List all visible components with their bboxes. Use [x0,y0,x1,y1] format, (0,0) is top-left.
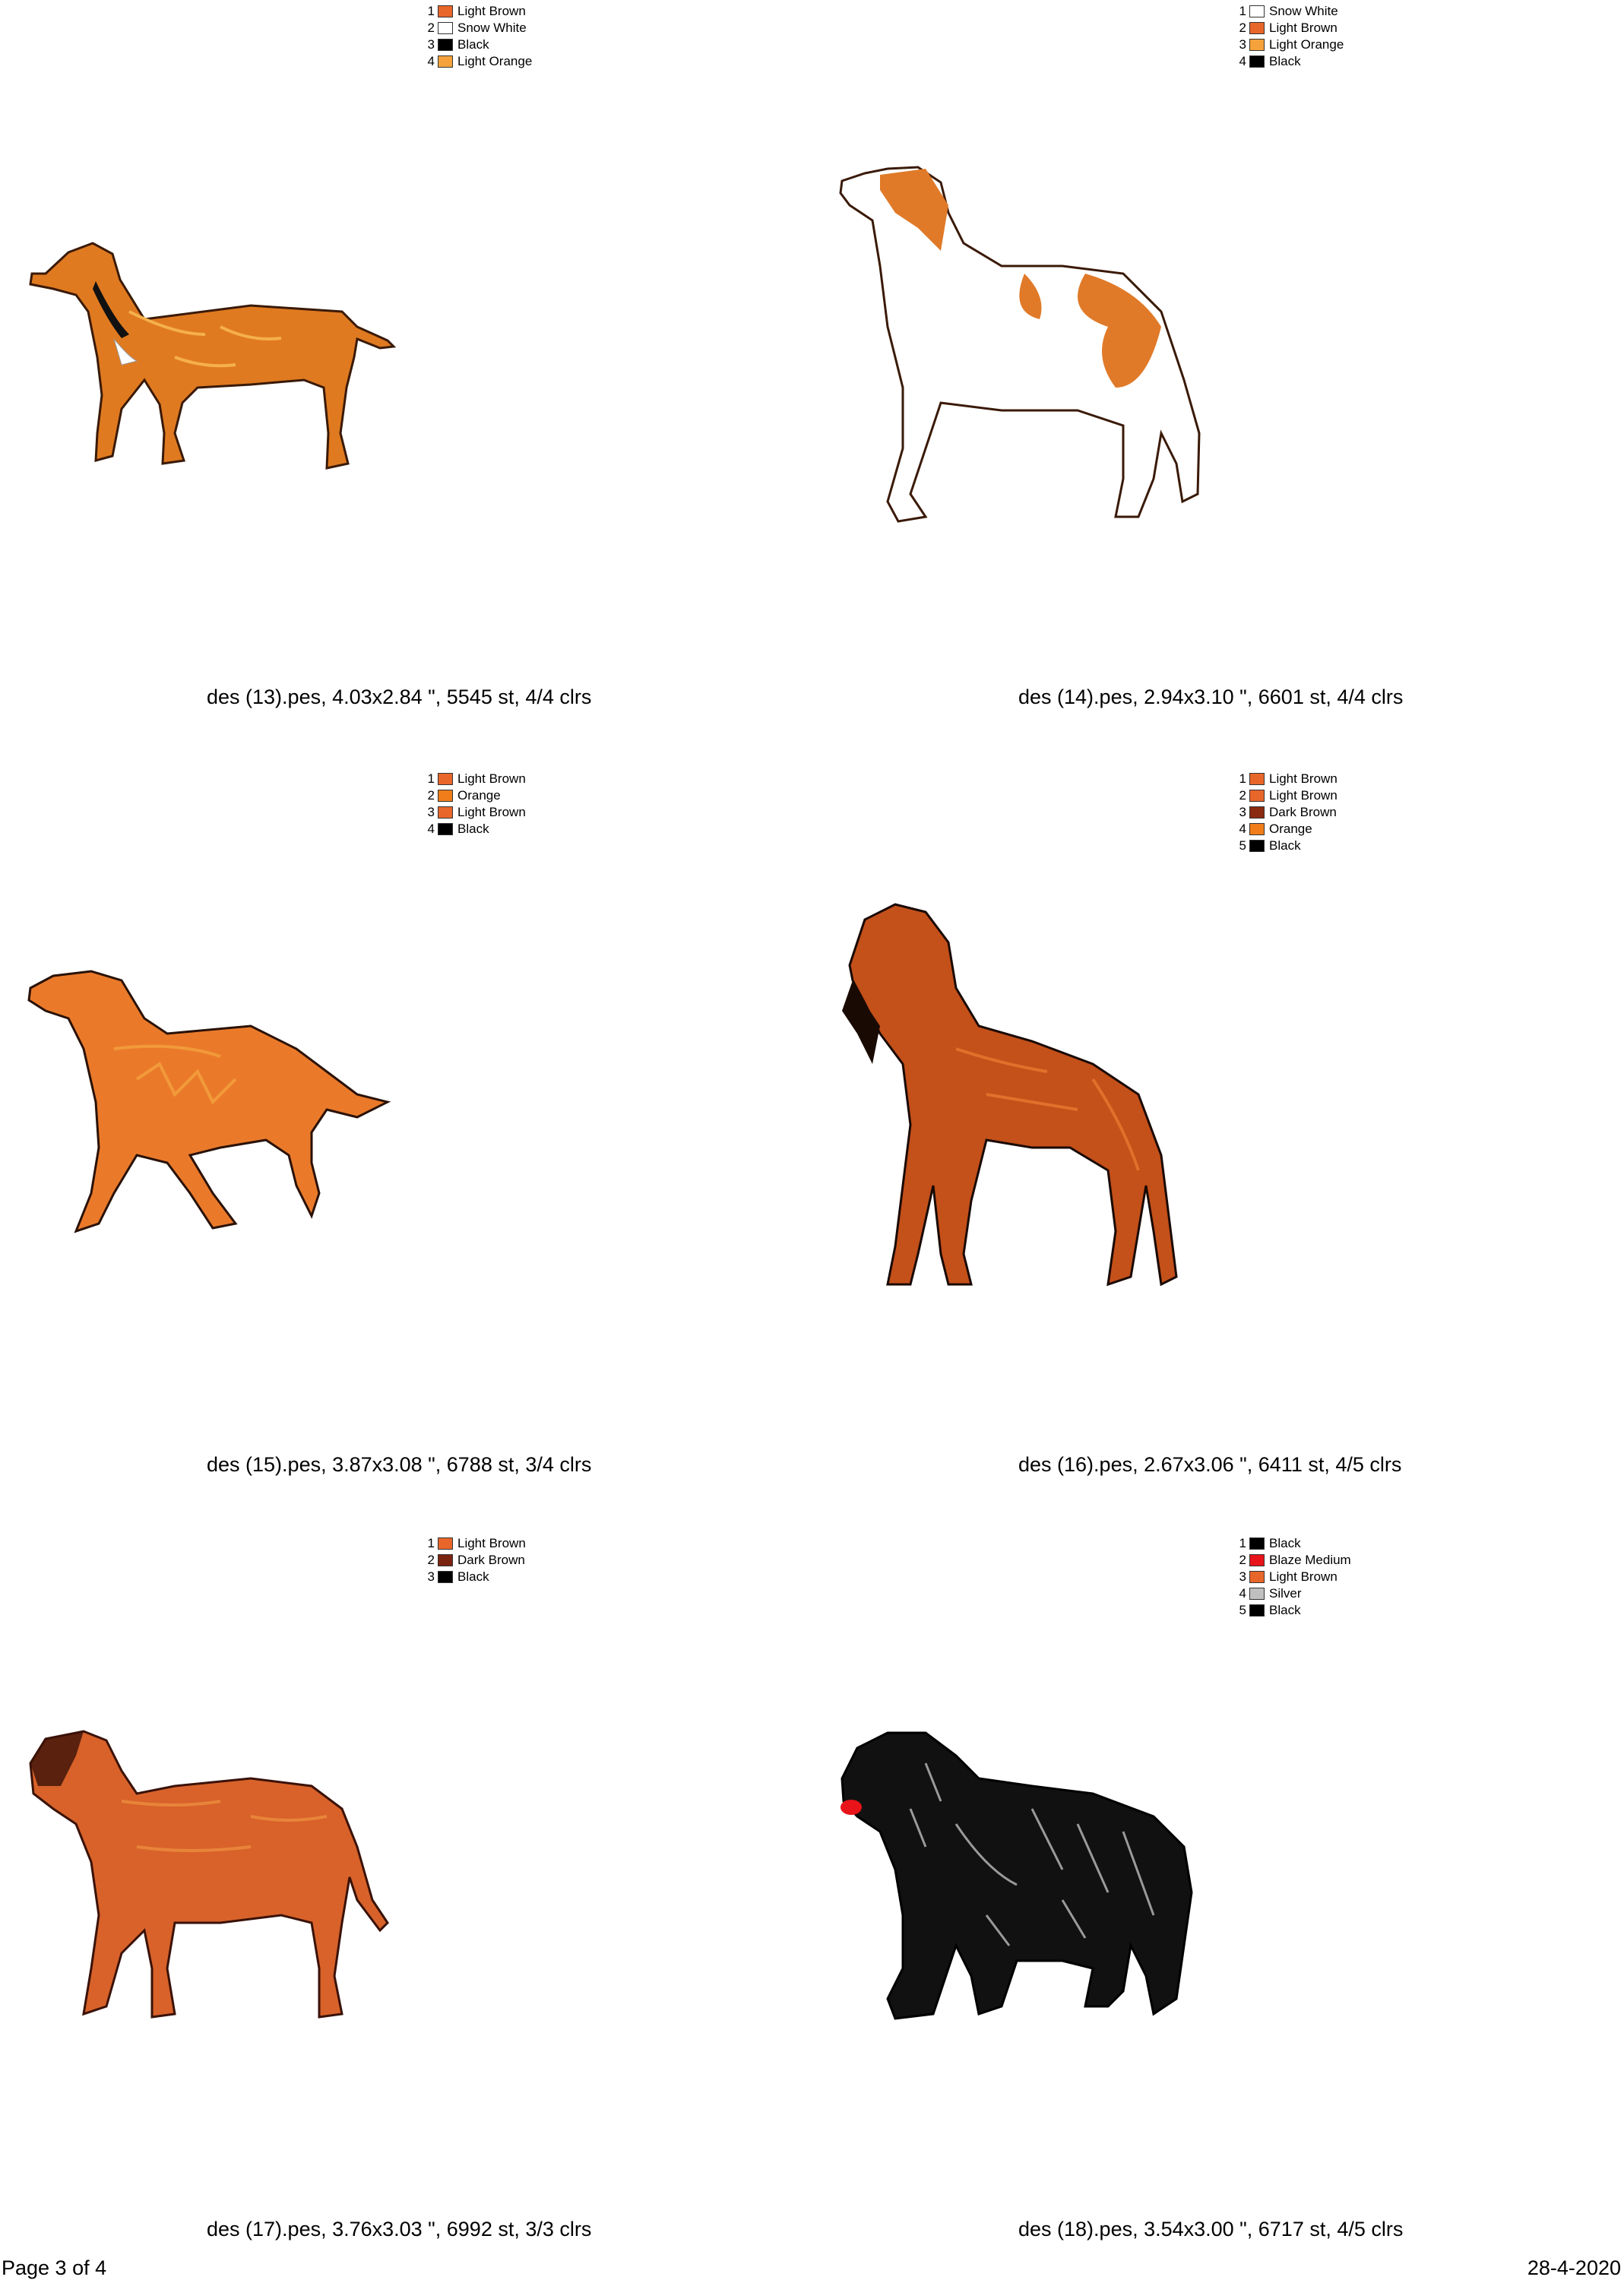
color-swatch [438,55,453,68]
legend-number: 4 [427,822,435,836]
dog-boxer-icon [23,205,403,479]
design-cell-15 [0,760,812,1520]
design-cell-18 [812,1520,1623,2280]
color-name: Blaze Medium [1269,1553,1351,1567]
legend-row [1236,53,1344,70]
legend-number: 1 [427,4,435,18]
color-swatch [438,22,453,34]
legend-row [1236,1585,1351,1602]
design-caption: des (14).pes, 2.94x3.10 ", 6601 st, 4/4 clrs [1018,686,1404,708]
color-swatch [1249,1537,1265,1550]
legend-row [424,20,532,36]
legend-number: 4 [1239,54,1246,68]
legend-row [1236,838,1338,854]
legend-row [1236,1535,1351,1552]
color-swatch [1249,773,1265,785]
legend-number: 3 [1239,805,1246,819]
legend-number: 1 [1239,1536,1246,1550]
color-swatch [438,1537,453,1550]
color-swatch [1249,840,1265,852]
design-cell-16 [812,760,1623,1520]
color-name: Dark Brown [457,1553,525,1567]
design-cell-14 [812,0,1623,760]
color-name: Light Brown [1269,1569,1338,1584]
legend-number: 3 [1239,1569,1246,1584]
color-swatch [438,806,453,819]
color-swatch [1249,823,1265,835]
dog-brittany-icon [834,160,1245,540]
design-caption: des (13).pes, 4.03x2.84 ", 5545 st, 4/4 clrs [207,686,592,708]
legend-row [1236,1602,1351,1619]
legend-number: 5 [1239,838,1246,853]
legend-row [424,771,526,787]
dog-mastiff-icon [23,1725,403,2029]
color-name: Black [1269,1536,1301,1550]
legend-row [424,787,526,804]
color-swatch [1249,806,1265,819]
legend-row [1236,3,1344,20]
color-name: Light Brown [457,805,526,819]
color-name: Light Orange [1269,37,1344,52]
color-name: Black [1269,54,1301,68]
legend-row [424,804,526,821]
color-swatch [1249,1554,1265,1566]
color-name: Black [457,37,489,52]
color-swatch [438,1571,453,1583]
design-caption: des (18).pes, 3.54x3.00 ", 6717 st, 4/5 clrs [1018,2218,1404,2240]
color-swatch [1249,1571,1265,1583]
legend-number: 5 [1239,1603,1246,1617]
color-legend [424,771,526,838]
color-name: Orange [1269,822,1312,836]
design-caption: des (15).pes, 3.87x3.08 ", 6788 st, 3/4 clrs [207,1453,592,1476]
color-legend [1236,3,1344,70]
color-name: Orange [457,788,501,803]
legend-number: 3 [427,805,435,819]
legend-row [1236,787,1338,804]
legend-number: 3 [1239,37,1246,52]
color-name: Snow White [457,21,527,35]
legend-row [1236,36,1344,53]
legend-row [424,36,532,53]
color-name: Black [457,1569,489,1584]
color-swatch [1249,22,1265,34]
legend-number: 2 [427,1553,435,1567]
legend-row [424,1535,526,1552]
legend-row [1236,1569,1351,1585]
legend-number: 2 [427,21,435,35]
color-swatch [438,823,453,835]
color-swatch [438,39,453,51]
color-swatch [1249,5,1265,17]
dog-newfoundland-icon [834,1718,1245,2037]
color-legend [1236,771,1338,854]
legend-number: 2 [427,788,435,803]
color-swatch [1249,790,1265,802]
color-name: Silver [1269,1586,1302,1601]
design-caption: des (17).pes, 3.76x3.03 ", 6992 st, 3/3 clrs [207,2218,592,2240]
legend-number: 2 [1239,21,1246,35]
legend-row [424,1569,526,1585]
legend-number: 4 [427,54,435,68]
color-name: Light Brown [1269,21,1338,35]
color-name: Light Orange [457,54,533,68]
color-name: Dark Brown [1269,805,1337,819]
color-swatch [438,1554,453,1566]
legend-number: 2 [1239,788,1246,803]
legend-number: 1 [427,1536,435,1550]
color-legend [1236,1535,1351,1619]
color-name: Snow White [1269,4,1338,18]
legend-number: 2 [1239,1553,1246,1567]
design-cell-13 [0,0,812,760]
color-name: Light Brown [1269,771,1338,786]
legend-number: 4 [1239,822,1246,836]
design-caption: des (16).pes, 2.67x3.06 ", 6411 st, 4/5 clrs [1018,1453,1402,1476]
legend-row [424,53,532,70]
color-swatch [438,773,453,785]
color-swatch [1249,55,1265,68]
legend-number: 4 [1239,1586,1246,1601]
print-date: 28-4-2020 [1527,2256,1621,2279]
color-swatch [438,5,453,17]
color-name: Light Brown [1269,788,1338,803]
legend-row [1236,821,1338,838]
legend-number: 1 [427,771,435,786]
legend-number: 3 [427,1569,435,1584]
page-number: Page 3 of 4 [2,2256,107,2279]
color-swatch [438,790,453,802]
legend-row [424,821,526,838]
design-cell-17 [0,1520,812,2280]
color-name: Light Brown [457,1536,526,1550]
legend-row [1236,771,1338,787]
color-swatch [1249,1588,1265,1600]
color-legend [424,1535,526,1585]
color-name: Light Brown [457,771,526,786]
color-swatch [1249,39,1265,51]
color-swatch [1249,1604,1265,1617]
legend-row [424,1552,526,1569]
color-legend [424,3,532,70]
dog-setter-icon [23,965,403,1254]
legend-number: 3 [427,37,435,52]
color-name: Black [1269,838,1301,853]
legend-number: 1 [1239,771,1246,786]
color-name: Black [457,822,489,836]
legend-row [1236,20,1344,36]
legend-row [424,3,532,20]
color-name: Light Brown [457,4,526,18]
color-name: Black [1269,1603,1301,1617]
legend-row [1236,804,1338,821]
legend-number: 1 [1239,4,1246,18]
legend-row [1236,1552,1351,1569]
dog-griffon-icon [834,897,1245,1322]
